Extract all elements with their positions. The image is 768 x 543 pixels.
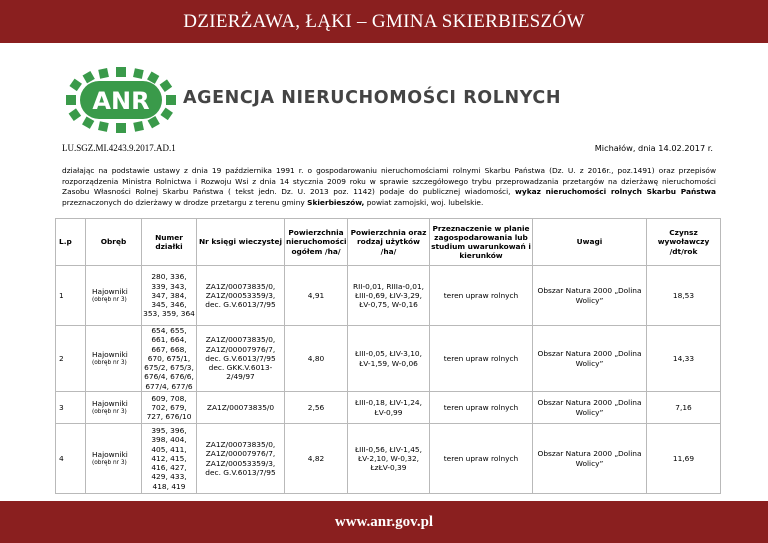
cell-kw: ZA1Z/00073835/0, ZA1Z/00007976/7, ZA1Z/00053359/3, dec. G.V.6013/7/95 xyxy=(197,424,285,494)
intro-part1: działając na podstawie ustawy z dnia 19 października 1991 r. o gospodarowaniu nieruchomościami rolnymi Skarbu Państwa (Dz. U. z 2016r., poz.1491) oraz przepisów rozporządzenia Ministra Rolnictwa i Rozwoju Wsi z dnia 14 stycznia 2009 roku w sprawie szczegółowego trybu przeprowadzania przetargów na dzierżawę nieruchomości Zasobu Własności Rolnej Skarbu Państwa ( tekst jedn. Dz. U. 2013 poz. 1142) podaje do publicznej wiadomości, xyxy=(62,166,716,197)
intro-paragraph xyxy=(62,166,716,208)
cell-przeznaczenie: teren upraw rolnych xyxy=(430,392,533,424)
cell-uzytki: ŁIII-0,56, ŁIV-1,45, ŁV-2,10, W-0,32, ŁzŁV-0,39 xyxy=(348,424,430,494)
anr-logo xyxy=(66,67,176,133)
footer-url[interactable]: www.anr.gov.pl xyxy=(0,501,768,543)
cell-czynsz: 18,53 xyxy=(647,266,721,326)
table-row xyxy=(56,424,721,494)
cell-uwagi: Obszar Natura 2000 „Dolina Wolicy” xyxy=(533,266,647,326)
table-header-row xyxy=(56,219,721,266)
cell-dzialki: 280, 336, 339, 343, 347, 384, 345, 346, 353, 359, 364 xyxy=(142,266,197,326)
obreb-name: Hajowniki xyxy=(92,287,128,297)
column-header: Przeznaczenie w planie zagospodarowania lub studium uwarunkowań i kierunków xyxy=(430,219,533,266)
table-row xyxy=(56,266,721,326)
cell-powierzchnia: 4,82 xyxy=(285,424,348,494)
reference-number: LU.SGZ.MI.4243.9.2017.AD.1 xyxy=(62,143,176,153)
cell-kw: ZA1Z/00073835/0 xyxy=(197,392,285,424)
obreb-number: (obręb nr 3) xyxy=(92,359,127,366)
table-row xyxy=(56,326,721,392)
column-header: Czynsz wywoławczy /dt/rok xyxy=(647,219,721,266)
column-header: Numer działki xyxy=(142,219,197,266)
cell-uzytki: RII-0,01, RIIIa-0,01, ŁIII-0,69, ŁIV-3,29, ŁV-0,75, W-0,16 xyxy=(348,266,430,326)
cell-przeznaczenie: teren upraw rolnych xyxy=(430,266,533,326)
column-header: Obręb xyxy=(86,219,142,266)
column-header: L.p xyxy=(56,219,86,266)
cell-lp: 4 xyxy=(56,424,86,494)
logo-text: ANR xyxy=(92,87,150,115)
agency-name: AGENCJA NIERUCHOMOŚCI ROLNYCH xyxy=(183,88,562,108)
cell-kw: ZA1Z/00073835/0, ZA1Z/00007976/7, dec. G.V.6013/7/95 dec. GKK.V.6013-2/49/97 xyxy=(197,326,285,392)
intro-bold2: Skierbieszów, xyxy=(307,197,365,207)
column-header: Uwagi xyxy=(533,219,647,266)
cell-czynsz: 14,33 xyxy=(647,326,721,392)
header-banner: DZIERŻAWA, ŁĄKI – GMINA SKIERBIESZÓW xyxy=(0,0,768,43)
cell-dzialki: 654, 655, 661, 664, 667, 668, 670, 675/1, 675/2, 675/3, 676/4, 676/6, 677/4, 677/6 xyxy=(142,326,197,392)
column-header: Powierzchnia nieruchomości ogółem /ha/ xyxy=(285,219,348,266)
cell-lp: 3 xyxy=(56,392,86,424)
cell-przeznaczenie: teren upraw rolnych xyxy=(430,424,533,494)
property-table xyxy=(55,218,721,494)
intro-bold1: wykaz nieruchomości rolnych Skarbu Państwa xyxy=(515,187,716,197)
obreb-number: (obręb nr 3) xyxy=(92,408,127,415)
cell-dzialki: 395, 396, 398, 404, 405, 411, 412, 415, 416, 427, 429, 433, 418, 419 xyxy=(142,424,197,494)
cell-uzytki: ŁIII-0,05, ŁIV-3,10, ŁV-1,59, W-0,06 xyxy=(348,326,430,392)
cell-uwagi: Obszar Natura 2000 „Dolina Wolicy” xyxy=(533,326,647,392)
cell-obreb xyxy=(86,392,142,424)
cell-kw: ZA1Z/00073835/0, ZA1Z/00053359/3, dec. G.V.6013/7/95 xyxy=(197,266,285,326)
table-row xyxy=(56,392,721,424)
document-date: Michałów, dnia 14.02.2017 r. xyxy=(594,143,713,153)
obreb-name: Hajowniki xyxy=(92,350,128,360)
cell-czynsz: 7,16 xyxy=(647,392,721,424)
cell-czynsz: 11,69 xyxy=(647,424,721,494)
cell-powierzchnia: 4,91 xyxy=(285,266,348,326)
column-header: Nr księgi wieczystej xyxy=(197,219,285,266)
cell-uwagi: Obszar Natura 2000 „Dolina Wolicy” xyxy=(533,392,647,424)
column-header: Powierzchnia oraz rodzaj użytków /ha/ xyxy=(348,219,430,266)
cell-dzialki: 609, 708, 702, 679, 727, 676/10 xyxy=(142,392,197,424)
cell-przeznaczenie: teren upraw rolnych xyxy=(430,326,533,392)
cell-lp: 2 xyxy=(56,326,86,392)
cell-powierzchnia: 2,56 xyxy=(285,392,348,424)
cell-lp: 1 xyxy=(56,266,86,326)
obreb-number: (obręb nr 3) xyxy=(92,296,127,303)
intro-part3: powiat zamojski, woj. lubelskie. xyxy=(366,197,484,207)
intro-part2: przeznaczonych do dzierżawy w drodze przetargu z terenu gminy xyxy=(62,197,305,207)
cell-powierzchnia: 4,80 xyxy=(285,326,348,392)
cell-obreb xyxy=(86,424,142,494)
cell-obreb xyxy=(86,326,142,392)
obreb-name: Hajowniki xyxy=(92,399,128,409)
cell-obreb xyxy=(86,266,142,326)
obreb-name: Hajowniki xyxy=(92,450,128,460)
cell-uzytki: ŁIII-0,18, ŁIV-1,24, ŁV-0,99 xyxy=(348,392,430,424)
cell-uwagi: Obszar Natura 2000 „Dolina Wolicy” xyxy=(533,424,647,494)
obreb-number: (obręb nr 3) xyxy=(92,459,127,466)
